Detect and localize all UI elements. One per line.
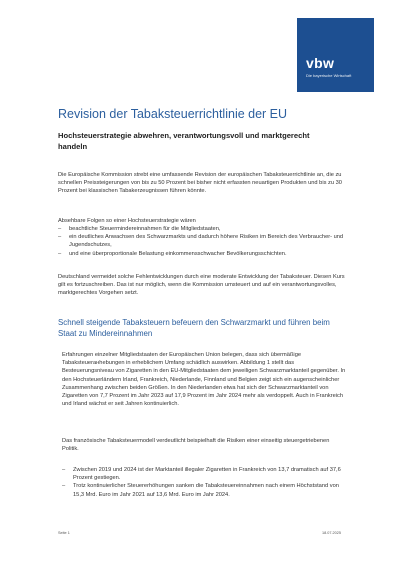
intro-paragraph: Die Europäische Kommission strebt eine umfassende Revision der europäischen Tabaksteuerrichtlinie an, die zu schnellen Preissteigerungen von bis zu 50 Prozent bei bisher nicht erfassten neuartigen Produkten und bis zu 30 Prozent bei klassischen Tabakerzeugnissen führen könnte. bbox=[58, 172, 342, 195]
french-list bbox=[62, 466, 346, 499]
logo-mark: vbw bbox=[306, 55, 335, 71]
list-item: – und eine überproportionale Belastung einkommensschwacher Bevölkerungsschichten. bbox=[58, 250, 346, 258]
list-item: – ein deutliches Anwachsen des Schwarzmarkts und dadurch höhere Risiken im Bereich des Verbraucher- und Jugendschutzes, bbox=[58, 233, 346, 249]
germany-paragraph: Deutschland vermeidet solche Fehlentwicklungen durch eine moderate Entwicklung der Tabaksteuer. Diesen Kurs gilt es fortzuschreiben. Das ist nur möglich, wenn die Kommission umsteuert und auf ein verantwortungsvolles, marktgerechtes Vorgehen setzt. bbox=[58, 274, 345, 297]
french-lead: Das französische Tabaksteuermodell verdeutlicht beispielhaft die Risiken einer einseitig steuergetriebenen Politik. bbox=[62, 438, 330, 453]
vbw-logo bbox=[297, 18, 374, 92]
list-item: – Trotz kontinuierlicher Steuererhöhungen sanken die Tabaksteuereinnahmen nach einem Höchststand von 15,3 Mrd. Euro im Jahr 2021 auf 13,6 Mrd. Euro im Jahr 2024. bbox=[62, 482, 346, 498]
document-date: 18.07.2025 bbox=[322, 531, 342, 535]
page-number: Seite 1 bbox=[58, 531, 70, 535]
consequences-lead: Absehbare Folgen so einer Hochsteuerstrategie wären bbox=[58, 218, 196, 224]
logo-subtitle: Die bayerische Wirtschaft bbox=[306, 73, 352, 78]
experience-paragraph: Erfahrungen einzelner Mitgliedstaaten der Europäischen Union belegen, dass sich übermäßige Tabaksteuerанhebungen in erheblichem Umfang schädlich auswirken. Abbildung 1 stellt das Besteuerungsniveau von Zigaretten in den EU-Mitgliedstaaten dem jeweiligen Schwarzmarktanteil gegenüber. In den Hochsteuerländern Irland, Frankreich, Niederlande, Finnland und Belgien zeigt sich ein augenscheinlicher Zusammenhang zwischen beiden Größen. In den Niederlanden etwa hat sich der Schwarzmarktanteil von Zigaretten von 7,7 Prozent im Jahr 2023 auf 17,9 Prozent im Jahr 2024 mehr als verdoppelt. Auch in Frankreich und Irland wächst er seit Jahren kontinuierlich. bbox=[62, 352, 346, 408]
list-item: – beachtliche Steuermindereinnahmen für die Mitgliedstaaten, bbox=[58, 225, 346, 233]
list-item: – Zwischen 2019 und 2024 ist der Marktanteil illegaler Zigaretten in Frankreich von 13,7 dramatisch auf 37,6 Prozent gestiegen. bbox=[62, 466, 346, 482]
consequences-list bbox=[58, 225, 346, 258]
page-title: Revision der Tabaksteuerrichtlinie der EU bbox=[58, 107, 288, 121]
section-heading: Schnell steigende Tabaksteuern befeuern den Schwarzmarkt und führen beim Staat zu Mindereinnahmen bbox=[58, 318, 330, 338]
page-subtitle: Hochsteuerstrategie abwehren, verantwortungsvoll und marktgerecht handeln bbox=[58, 131, 310, 151]
